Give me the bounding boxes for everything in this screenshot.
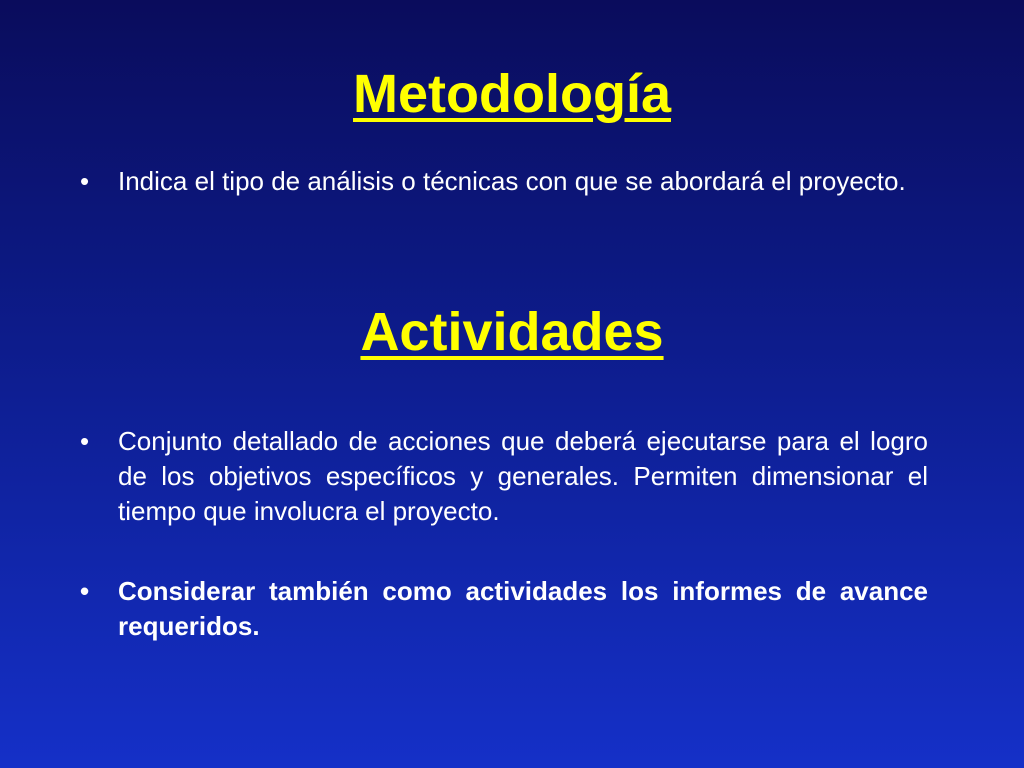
- bullet-item-3: [80, 574, 928, 644]
- bullet-item-2: [80, 424, 928, 529]
- bullet-icon: •: [80, 426, 90, 456]
- bullet-text-3: Considerar también como actividades los informes de avance requeridos.: [118, 576, 928, 641]
- title-metodologia-text: Metodología: [353, 64, 671, 124]
- bullet-icon: •: [80, 576, 90, 606]
- bullet-text-1: Indica el tipo de análisis o técnicas con que se abordará el proyecto.: [118, 166, 906, 196]
- bullet-text-2: Conjunto detallado de acciones que deberá ejecutarse para el logro de los objetivos específicos y generales. Permiten dimensionar el tiempo que involucra el proyecto.: [118, 426, 928, 526]
- title-metodologia: [0, 64, 1024, 124]
- bullet-item-1: [80, 164, 928, 199]
- title-actividades-text: Actividades: [360, 302, 664, 362]
- title-actividades: [0, 302, 1024, 362]
- bullet-icon: •: [80, 166, 90, 196]
